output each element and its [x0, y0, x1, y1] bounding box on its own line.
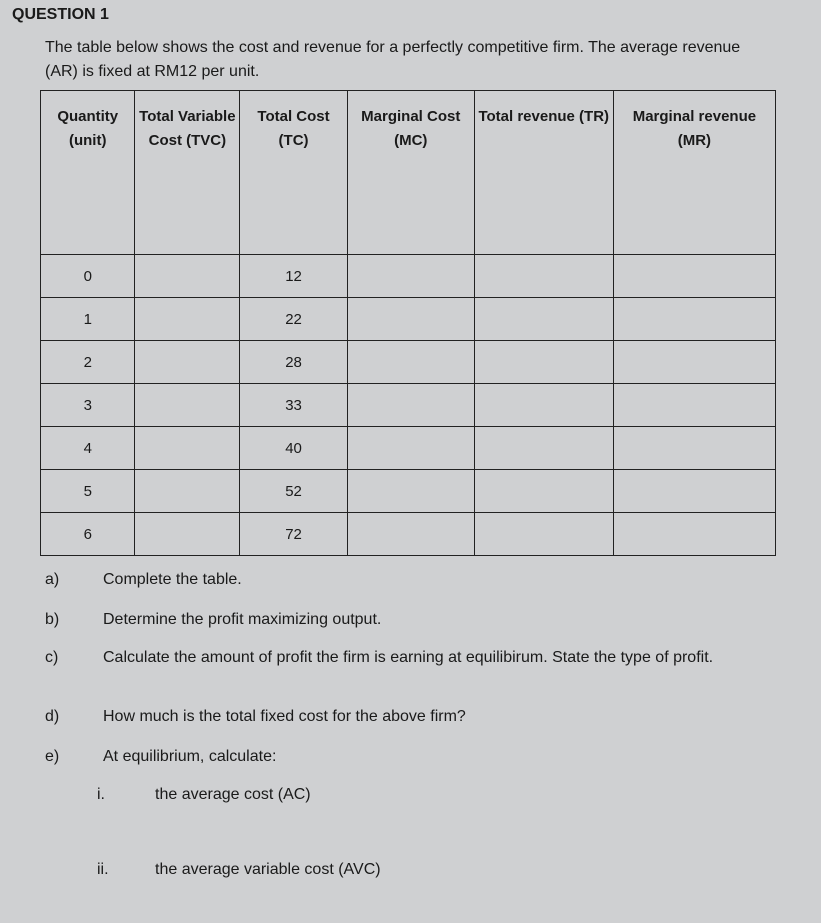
table-cell: 3 [41, 384, 135, 427]
table-cell: 33 [240, 384, 348, 427]
intro-text: The table below shows the cost and revenue for a perfectly competitive firm. The average revenue (AR) is fixed at RM12 per unit. [45, 39, 741, 80]
question-text: How much is the total fixed cost for the above firm? [103, 708, 466, 725]
table-cell [347, 384, 474, 427]
table-cell [135, 341, 240, 384]
table-row [41, 341, 776, 384]
question-c [45, 646, 775, 670]
table-cell [474, 513, 613, 556]
table-cell [474, 470, 613, 513]
table-row [41, 255, 776, 298]
question-text: Determine the profit maximizing output. [103, 611, 382, 628]
table-cell: 1 [41, 298, 135, 341]
table-cell [613, 427, 775, 470]
table-cell [135, 427, 240, 470]
table-row [41, 427, 776, 470]
question-text: the average variable cost (AVC) [155, 861, 381, 878]
question-label: e) [45, 748, 60, 765]
table-cell [135, 470, 240, 513]
question-d [45, 708, 466, 726]
table-cell [474, 298, 613, 341]
table-cell [347, 298, 474, 341]
table-cell: 40 [240, 427, 348, 470]
question-label: ii. [97, 861, 109, 878]
table-cell [613, 384, 775, 427]
table-cell [347, 513, 474, 556]
table-cell [613, 255, 775, 298]
table-row [41, 298, 776, 341]
question-text: At equilibrium, calculate: [103, 748, 277, 765]
question-label: a) [45, 571, 60, 588]
table-cell: 6 [41, 513, 135, 556]
table-cell [347, 470, 474, 513]
table-cell [474, 384, 613, 427]
cost-revenue-table [40, 90, 776, 556]
table-cell [135, 513, 240, 556]
table-cell: 0 [41, 255, 135, 298]
table-cell [613, 298, 775, 341]
question-text: Complete the table. [103, 571, 242, 588]
table-cell: 4 [41, 427, 135, 470]
table-cell: 12 [240, 255, 348, 298]
column-header: Total Cost (TC) [240, 91, 348, 255]
table-cell [613, 341, 775, 384]
question-text: Calculate the amount of profit the firm is earning at equilibirum. State the type of profit. [103, 649, 714, 666]
table-cell [347, 341, 474, 384]
table-cell: 52 [240, 470, 348, 513]
question-a [45, 571, 242, 589]
table-cell [135, 384, 240, 427]
question-label: d) [45, 708, 60, 725]
question-e [45, 748, 276, 766]
table-cell: 5 [41, 470, 135, 513]
column-header: Total Variable Cost (TVC) [135, 91, 240, 255]
table-row [41, 470, 776, 513]
table-cell [474, 427, 613, 470]
table-cell: 22 [240, 298, 348, 341]
table-row [41, 513, 776, 556]
table-cell [613, 470, 775, 513]
column-header: Marginal Cost (MC) [347, 91, 474, 255]
table-cell [474, 341, 613, 384]
table-cell [347, 255, 474, 298]
question-label: c) [45, 649, 59, 666]
question-text: the average cost (AC) [155, 786, 311, 803]
table-cell: 72 [240, 513, 348, 556]
table-cell: 28 [240, 341, 348, 384]
question-label: b) [45, 611, 60, 628]
table-cell [135, 298, 240, 341]
table-cell [474, 255, 613, 298]
table-row [41, 384, 776, 427]
question-b [45, 611, 381, 629]
table-cell [347, 427, 474, 470]
column-header: Marginal revenue (MR) [613, 91, 775, 255]
column-header: Quantity (unit) [41, 91, 135, 255]
table-cell [613, 513, 775, 556]
table-cell: 2 [41, 341, 135, 384]
table-cell [135, 255, 240, 298]
subquestion-ii [97, 861, 381, 879]
subquestion-i [97, 786, 311, 804]
column-header: Total revenue (TR) [474, 91, 613, 255]
question-label: i. [97, 786, 105, 803]
question-title: QUESTION 1 [12, 6, 109, 23]
